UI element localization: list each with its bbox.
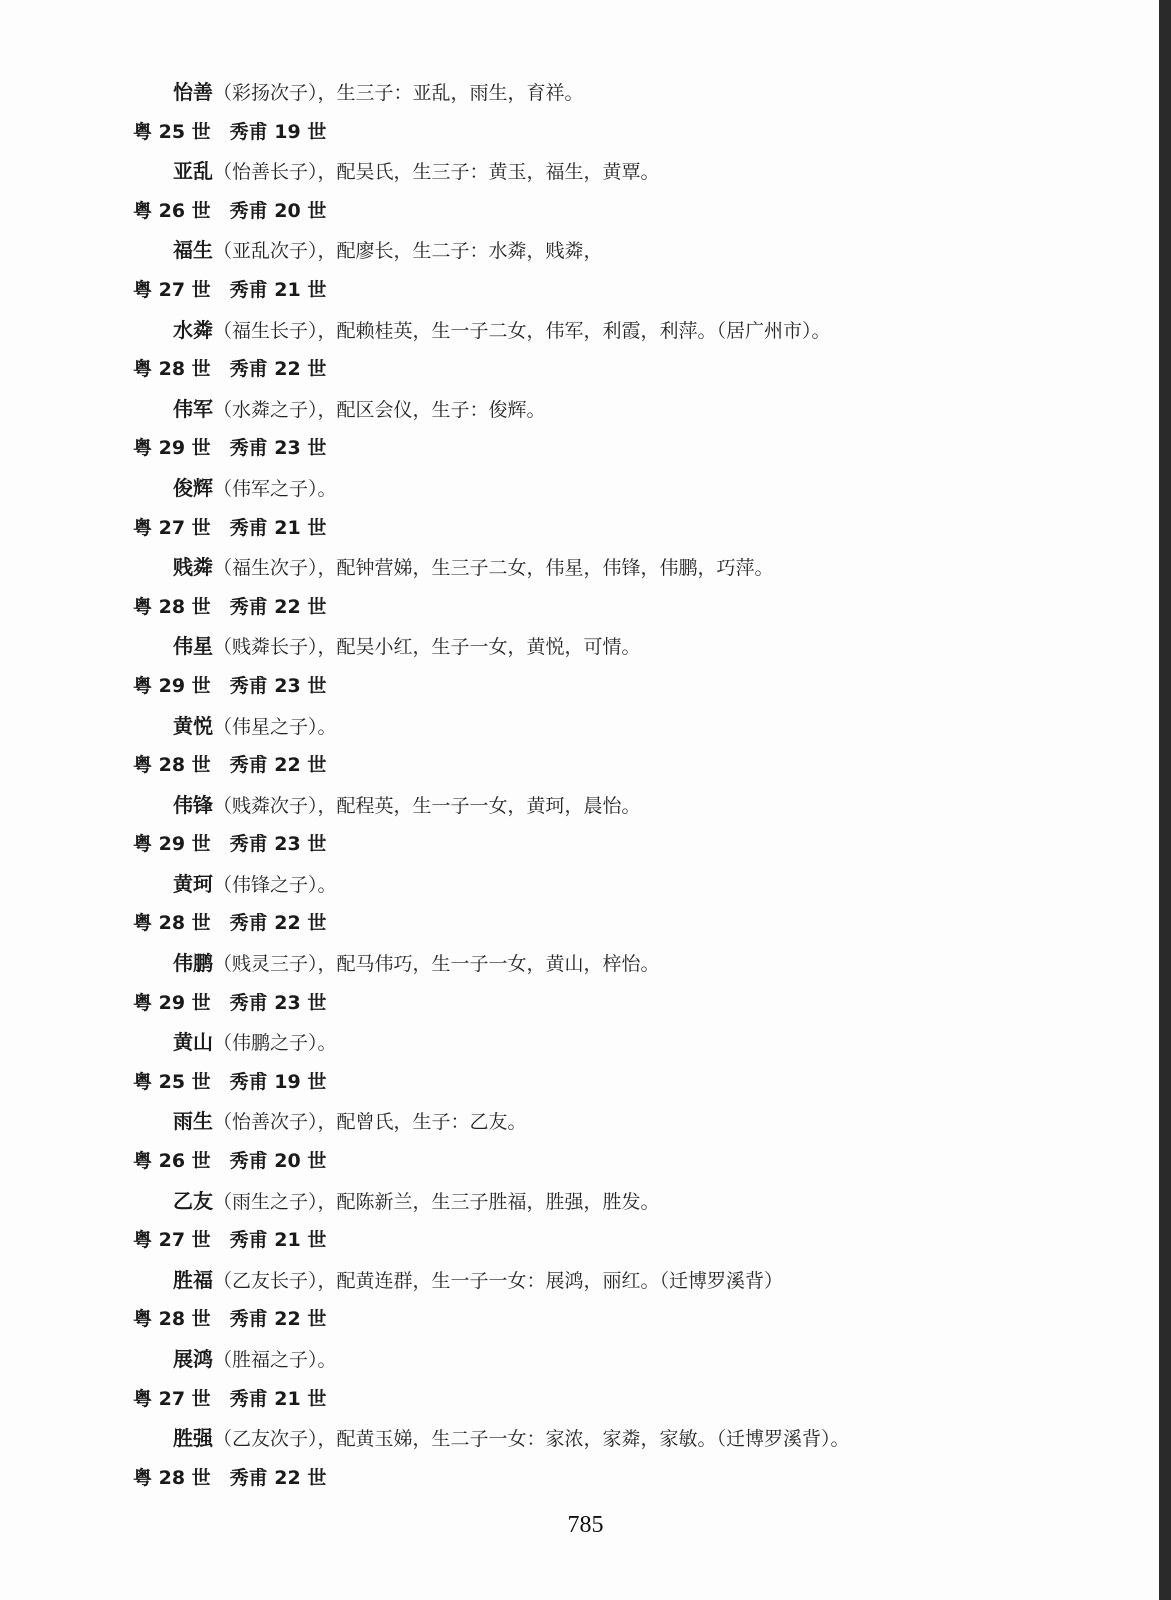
generation-heading: 粤 27 世 秀甫 21 世: [133, 1229, 327, 1252]
person-name: 黄珂: [173, 871, 213, 896]
person-entry: [0, 1023, 1150, 1063]
person-name: 怡善: [173, 80, 213, 104]
person-entry: [0, 548, 1150, 588]
generation-heading: 粤 28 世 秀甫 22 世: [133, 912, 327, 935]
person-entry: [0, 627, 1150, 667]
person-name: 俊辉: [173, 475, 213, 500]
person-description: （乙友次子），配黄玉娣，生二子一女：家浓，家粦，家敏。（迁博罗溪背）。: [213, 1428, 850, 1451]
generation-heading: 粤 28 世 秀甫 22 世: [133, 1466, 327, 1489]
person-entry: [0, 786, 1150, 826]
person-entry: [0, 73, 1150, 113]
person-description: （伟鹏之子）。: [213, 1032, 337, 1055]
person-name: 伟鹏: [173, 951, 213, 976]
person-name: 黄山: [173, 1030, 213, 1055]
person-name: 伟星: [173, 634, 213, 659]
person-entry: [0, 707, 1150, 747]
person-description: （伟星之子）。: [213, 715, 337, 738]
person-description: （伟锋之子）。: [213, 873, 337, 896]
person-name: 展鸿: [173, 1347, 213, 1371]
person-entry: [0, 1182, 1150, 1222]
person-name: 亚乱: [173, 159, 213, 184]
person-name: 贱粦: [173, 555, 213, 580]
person-description: （贱粦次子），配程英，生一子一女，黄珂，晨怡。: [213, 794, 641, 817]
page-number: 785: [567, 1512, 604, 1538]
generation-heading: 粤 28 世 秀甫 22 世: [133, 754, 327, 777]
generation-heading: 粤 25 世 秀甫 19 世: [133, 1070, 327, 1093]
person-entry: [0, 231, 1150, 271]
person-name: 伟锋: [173, 792, 213, 817]
person-entry: [0, 390, 1150, 430]
person-entry: [0, 865, 1150, 905]
generation-heading: 粤 28 世 秀甫 22 世: [133, 595, 327, 618]
scan-edge: [1159, 0, 1171, 1600]
generation-heading: 粤 29 世 秀甫 23 世: [133, 833, 327, 856]
person-entry: [0, 311, 1150, 351]
person-description: （胜福之子）。: [213, 1349, 337, 1371]
person-entry: [0, 944, 1150, 984]
generation-heading: 粤 29 世 秀甫 23 世: [133, 437, 327, 460]
person-description: （怡善次子），配曾氏，生子：乙友。: [213, 1111, 527, 1134]
generation-heading: 粤 27 世 秀甫 21 世: [133, 278, 327, 301]
person-description: （水粦之子），配区会仪，生子：俊辉。: [213, 398, 546, 421]
person-description: （福生次子），配钟营娣，生三子二女，伟星，伟锋，伟鹏，巧萍。: [213, 557, 774, 580]
person-name: 伟军: [173, 396, 213, 421]
generation-heading: 粤 27 世 秀甫 21 世: [133, 1387, 327, 1410]
person-entry: [0, 1419, 1150, 1459]
person-description: （伟军之子）。: [213, 477, 337, 500]
person-description: （亚乱次子），配廖长，生二子：水粦，贱粦，: [213, 240, 603, 263]
person-name: 乙友: [173, 1188, 213, 1213]
person-entry: [0, 469, 1150, 509]
person-description: （贱灵三子），配马伟巧，生一子一女，黄山，梓怡。: [213, 953, 660, 976]
generation-heading: 粤 27 世 秀甫 21 世: [133, 516, 327, 539]
person-description: （雨生之子），配陈新兰，生三子胜福，胜强，胜发。: [213, 1190, 660, 1213]
generation-heading: 粤 25 世 秀甫 19 世: [133, 120, 327, 143]
generation-heading: 粤 28 世 秀甫 22 世: [133, 1308, 327, 1331]
person-name: 胜福: [173, 1267, 213, 1292]
person-description: （彩扬次子），生三子：亚乱，雨生，育祥。: [213, 82, 584, 104]
generation-heading: 粤 26 世 秀甫 20 世: [133, 1150, 327, 1173]
generation-heading: 粤 29 世 秀甫 23 世: [133, 991, 327, 1014]
person-name: 雨生: [173, 1109, 213, 1134]
person-entry: [0, 152, 1150, 192]
person-entry: [0, 1261, 1150, 1301]
person-description: （福生长子），配赖桂英，生一子二女，伟军，利霞，利萍。（居广州市）。: [213, 319, 831, 342]
person-description: （怡善长子），配吴氏，生三子：黄玉，福生，黄覃。: [213, 161, 660, 184]
person-entry: [0, 1102, 1150, 1142]
person-description: （乙友长子），配黄连群，生一子一女：展鸿，丽红。（迁博罗溪背）: [213, 1269, 784, 1292]
generation-heading: 粤 29 世 秀甫 23 世: [133, 674, 327, 697]
person-name: 胜强: [173, 1426, 213, 1451]
person-name: 福生: [173, 238, 213, 263]
person-description: （贱粦长子），配吴小红，生子一女，黄悦，可情。: [213, 636, 641, 659]
person-name: 黄悦: [173, 713, 213, 738]
person-name: 水粦: [173, 317, 213, 342]
genealogy-text-body: [0, 73, 1150, 1498]
generation-heading: 粤 26 世 秀甫 20 世: [133, 199, 327, 222]
generation-heading: 粤 28 世 秀甫 22 世: [133, 358, 327, 381]
person-entry: [0, 1340, 1150, 1380]
